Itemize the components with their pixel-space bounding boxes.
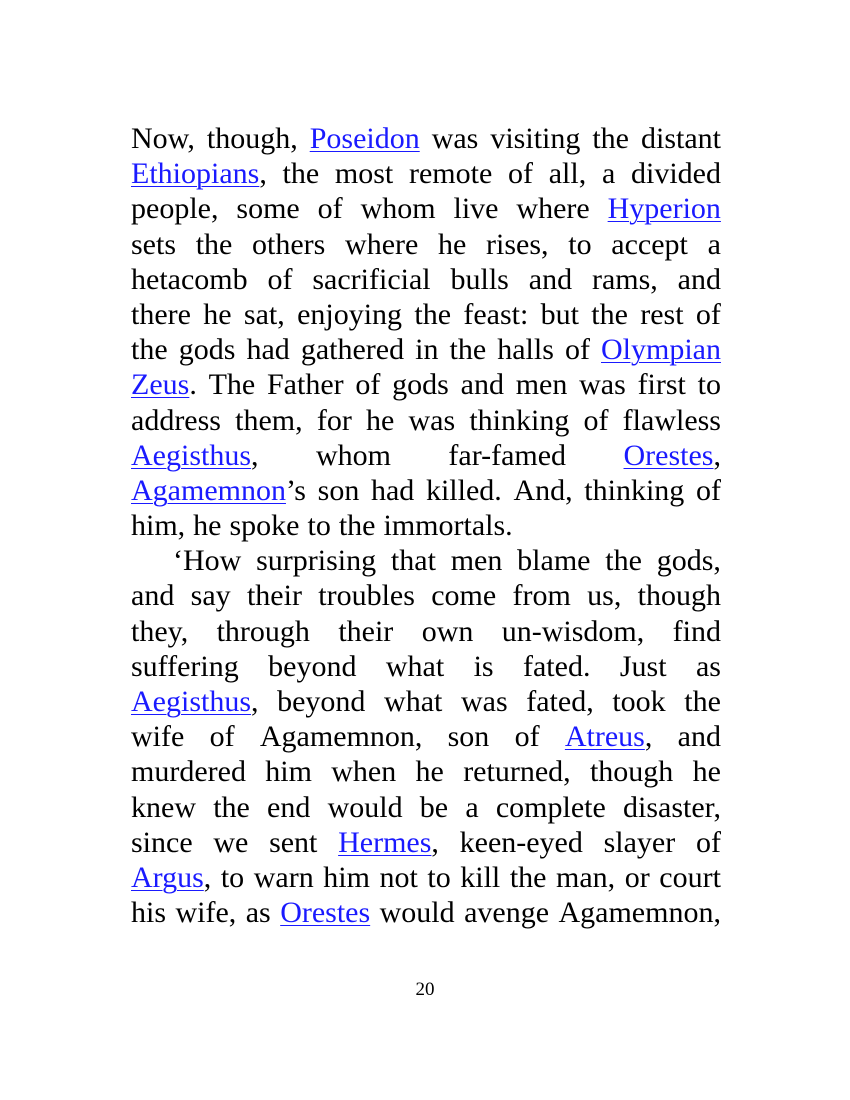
word: spoke <box>229 509 300 543</box>
link-atreus[interactable]: Atreus <box>564 720 645 754</box>
word: him, <box>131 509 186 543</box>
word-with-link <box>601 332 721 367</box>
word: them, <box>235 403 303 437</box>
word: through <box>216 614 310 648</box>
word-with-link <box>280 895 370 930</box>
word: gathered <box>300 333 405 367</box>
word: for <box>316 403 352 437</box>
word: was <box>408 403 456 437</box>
word-with-link <box>624 438 721 473</box>
word: whom <box>315 438 391 472</box>
word: their <box>246 579 302 613</box>
word: others <box>252 227 326 261</box>
word: people, <box>131 192 219 226</box>
word: be <box>419 790 449 824</box>
word: sat, <box>243 297 285 331</box>
word: he <box>438 227 467 261</box>
word: halls <box>497 333 554 367</box>
text-line <box>131 332 721 367</box>
word: fated, <box>526 685 594 718</box>
text-line <box>131 543 721 578</box>
text-line <box>131 473 721 508</box>
text-line <box>131 156 721 191</box>
word: thinking <box>469 403 570 437</box>
link-orestes[interactable]: Orestes <box>623 438 714 472</box>
word: of <box>564 333 590 367</box>
word: of <box>695 825 721 859</box>
word: the <box>195 227 233 261</box>
text-line <box>131 649 721 684</box>
word: of <box>514 720 540 754</box>
link-suffix: , <box>644 720 653 754</box>
word: come <box>431 579 497 613</box>
word: the <box>131 333 168 367</box>
word: where <box>345 227 419 261</box>
word: would <box>379 896 455 930</box>
word: The <box>208 368 256 402</box>
text-line <box>131 614 721 649</box>
word: the <box>592 122 629 155</box>
word: the <box>591 297 628 331</box>
word: is <box>473 649 494 683</box>
text-line <box>131 227 721 262</box>
word: was <box>460 685 508 718</box>
word: the <box>338 509 376 543</box>
word: remote <box>409 157 493 191</box>
word: to <box>568 227 592 261</box>
word: he <box>692 755 721 789</box>
word: of <box>355 368 381 402</box>
word: from <box>512 579 571 613</box>
word: as <box>245 896 271 930</box>
word: gods, <box>656 544 721 578</box>
word: beyond <box>277 685 366 718</box>
word: live <box>453 192 499 226</box>
word: a <box>601 157 616 191</box>
word: was <box>579 368 626 402</box>
word: he <box>203 297 232 331</box>
word: Father <box>267 368 344 402</box>
word-with-link <box>608 191 721 226</box>
word: of <box>267 262 293 296</box>
word: first <box>637 368 686 402</box>
word: returned, <box>463 755 571 789</box>
word: what <box>384 685 443 718</box>
word: took <box>612 685 666 718</box>
text-line <box>131 297 721 332</box>
word: troubles <box>318 579 415 613</box>
word: men <box>450 544 503 578</box>
word: whom <box>360 192 436 226</box>
link-suffix: , <box>203 860 212 894</box>
word: sacrificial <box>312 262 431 296</box>
word: where <box>516 192 590 226</box>
word: the <box>213 790 250 824</box>
word: un-wisdom, <box>501 614 645 648</box>
word: end <box>267 790 311 824</box>
link-suffix: , <box>713 438 721 472</box>
word: man, <box>556 860 616 894</box>
word: Agamemnon, <box>259 720 423 754</box>
text-line <box>131 895 721 930</box>
word: and <box>677 720 721 754</box>
word-with-link <box>131 473 306 508</box>
word: of <box>695 297 721 331</box>
word: ‘How <box>173 544 242 578</box>
word: a <box>465 790 479 824</box>
word: the <box>605 544 642 578</box>
link-suffix: , <box>431 825 439 859</box>
word: blame <box>517 544 591 578</box>
word: he <box>415 755 444 789</box>
word: all, <box>548 157 587 191</box>
word-with-link <box>338 825 439 860</box>
link-ethiopians[interactable]: Ethiopians <box>131 157 260 191</box>
word: own <box>421 614 474 648</box>
word: though, <box>206 122 298 155</box>
word: to <box>427 860 451 894</box>
word: but <box>540 297 579 331</box>
word: son <box>447 720 490 754</box>
word: us, <box>587 579 622 613</box>
word: not <box>379 860 418 894</box>
word: Just <box>619 649 667 683</box>
word-with-link <box>131 438 259 473</box>
word: though <box>589 755 674 789</box>
word: disaster, <box>623 790 721 824</box>
link-agamemnon[interactable]: Agamemnon <box>131 473 286 507</box>
word: a <box>707 227 721 261</box>
word: address <box>131 403 221 437</box>
word: enjoying <box>297 297 403 331</box>
text-line <box>131 860 721 895</box>
word: rises, <box>486 227 549 261</box>
word: son <box>317 473 360 507</box>
link-argus[interactable]: Argus <box>131 860 204 894</box>
word: avenge <box>464 896 550 930</box>
word: Agamemnon, <box>558 896 721 930</box>
text-line <box>131 754 721 789</box>
word: fated. <box>523 649 591 683</box>
word: Now, <box>131 122 195 155</box>
word: there <box>131 297 191 331</box>
link-hermes[interactable]: Hermes <box>338 825 432 859</box>
word: what <box>385 649 445 683</box>
word: knew <box>131 790 196 824</box>
link-orestes[interactable]: Orestes <box>280 896 371 930</box>
word: the <box>684 685 721 718</box>
word: gods <box>392 368 449 402</box>
page-number: 20 <box>415 979 435 1000</box>
word: feast: <box>463 297 529 331</box>
word-with-link <box>565 719 652 754</box>
word: warn <box>253 860 314 894</box>
word: or <box>624 860 650 894</box>
link-hyperion[interactable]: Hyperion <box>607 192 721 226</box>
word: sets <box>131 227 176 261</box>
word: thinking <box>584 473 685 507</box>
word: And, <box>513 473 573 507</box>
word: of <box>317 192 343 226</box>
word: would <box>327 790 403 824</box>
word: and <box>131 579 175 613</box>
word: had <box>370 473 415 507</box>
word: as <box>695 649 721 683</box>
word: killed. <box>425 473 502 507</box>
text-line <box>131 262 721 297</box>
word: suffering <box>131 649 239 683</box>
word: murdered <box>131 755 246 789</box>
word: him <box>265 755 312 789</box>
word: was <box>431 122 479 155</box>
page-body <box>131 121 721 930</box>
word: most <box>334 157 394 191</box>
word: and <box>460 368 504 402</box>
word: complete <box>495 790 606 824</box>
word: bulls <box>450 262 509 296</box>
text-line <box>131 578 721 613</box>
word: they, <box>131 614 189 648</box>
word: of <box>583 403 609 437</box>
word: though <box>637 579 721 613</box>
text-line <box>131 367 721 402</box>
link-suffix: , <box>259 157 267 191</box>
word: of <box>209 720 235 754</box>
text-line <box>131 684 721 719</box>
word: had <box>246 333 290 367</box>
word: divided <box>631 157 721 191</box>
link-suffix: , <box>251 438 259 472</box>
word: and <box>677 262 721 296</box>
text-line <box>131 121 721 156</box>
text-line <box>131 719 721 754</box>
word: their <box>338 614 394 648</box>
text-line <box>131 191 721 226</box>
text-line <box>131 790 721 825</box>
word: court <box>659 860 721 894</box>
word: the <box>414 297 452 331</box>
word: beyond <box>268 649 357 683</box>
word: wife, <box>175 896 237 930</box>
link-zeus[interactable]: Zeus <box>131 368 190 402</box>
word: flawless <box>622 403 721 437</box>
word: to <box>220 860 245 894</box>
link-suffix: ’s <box>285 473 306 507</box>
word: he <box>365 403 395 437</box>
word-with-link <box>131 684 259 719</box>
word: that <box>390 544 436 578</box>
word: the <box>509 860 547 894</box>
word: to <box>307 509 331 543</box>
word: say <box>190 579 231 613</box>
word: when <box>331 755 397 789</box>
word: immortals. <box>383 509 513 543</box>
word: him <box>323 860 370 894</box>
word: some <box>236 192 300 226</box>
link-olympian[interactable]: Olympian <box>601 333 721 367</box>
word: rams, <box>591 262 658 296</box>
text-line <box>131 403 721 438</box>
word: of <box>508 157 534 191</box>
word: visiting <box>490 122 581 155</box>
word: we <box>213 825 249 859</box>
word: and <box>528 262 573 296</box>
word-with-link <box>131 156 267 191</box>
word: to <box>697 368 721 402</box>
word: rest <box>640 297 684 331</box>
word: since <box>131 825 193 859</box>
text-line <box>131 438 721 473</box>
link-suffix: . <box>189 368 197 402</box>
word: he <box>193 509 222 543</box>
word: keen-eyed <box>459 825 583 859</box>
word: surprising <box>256 544 377 578</box>
word: of <box>695 473 721 507</box>
word: the <box>282 157 320 191</box>
word: wife <box>131 720 185 754</box>
text-line <box>131 508 721 543</box>
word: accept <box>611 227 688 261</box>
word: distant <box>640 122 721 155</box>
word: slayer <box>603 825 676 859</box>
word-with-link <box>310 121 420 156</box>
word: kill <box>460 860 501 894</box>
word: his <box>131 896 167 930</box>
word: men <box>515 368 568 402</box>
word: gods <box>178 333 236 367</box>
word-with-link <box>131 367 197 402</box>
word: the <box>449 333 487 367</box>
link-aegisthus[interactable]: Aegisthus <box>131 685 251 718</box>
word: find <box>672 614 721 648</box>
word: hetacomb <box>131 262 248 296</box>
word: far-famed <box>448 438 567 472</box>
link-poseidon[interactable]: Poseidon <box>309 122 420 155</box>
text-line <box>131 825 721 860</box>
link-aegisthus[interactable]: Aegisthus <box>131 438 251 472</box>
word: in <box>415 333 439 367</box>
link-suffix: , <box>251 685 259 718</box>
word-with-link <box>131 860 211 895</box>
word: sent <box>269 825 318 859</box>
